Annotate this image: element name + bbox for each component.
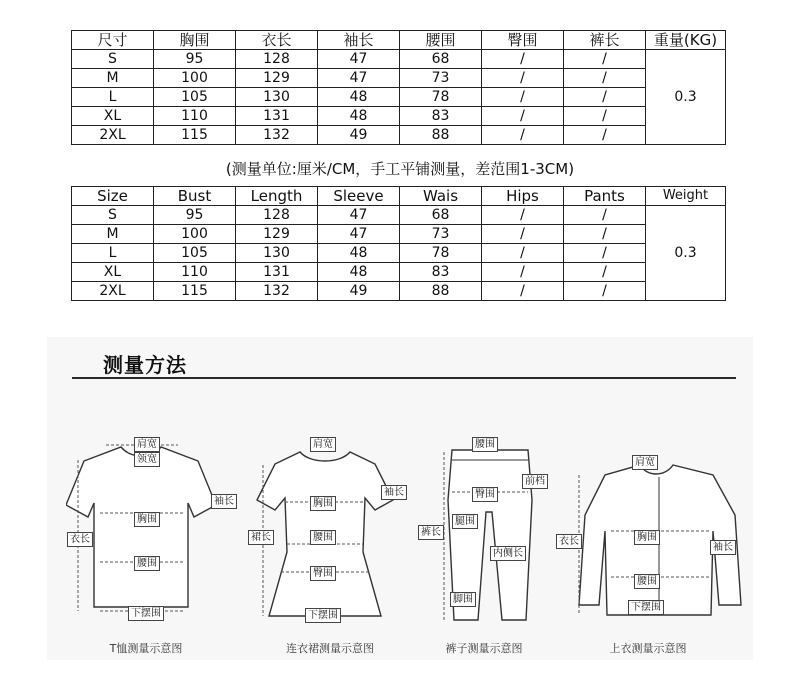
header-cell: 重量(KG)	[646, 31, 726, 50]
table-cell: 128	[236, 50, 318, 69]
table-cell: /	[564, 206, 646, 225]
table-cell: 129	[236, 69, 318, 88]
hem-label: 下摆围	[305, 608, 341, 623]
table-cell: 132	[236, 126, 318, 145]
table-cell: XL	[72, 107, 154, 126]
rise-label: 前档	[522, 474, 548, 489]
header-cell: Hips	[482, 187, 564, 206]
table-cell: 95	[154, 206, 236, 225]
table-cell: 2XL	[72, 282, 154, 301]
table-cell: 49	[318, 126, 400, 145]
table-cell: M	[72, 69, 154, 88]
shoulder-width-label: 肩宽	[632, 455, 658, 470]
inseam-label: 内侧长	[490, 546, 526, 561]
table-cell: 68	[400, 50, 482, 69]
table-cell: L	[72, 244, 154, 263]
header-cell: Length	[236, 187, 318, 206]
table-cell: /	[482, 206, 564, 225]
section-divider	[72, 377, 736, 379]
table-cell: 130	[236, 244, 318, 263]
table-cell: 131	[236, 263, 318, 282]
waist-label: 腰围	[310, 530, 336, 545]
header-cell: 袖长	[318, 31, 400, 50]
table-cell: L	[72, 88, 154, 107]
pants-length-label: 裤长	[418, 525, 444, 540]
table-cell: M	[72, 225, 154, 244]
sleeve-length-label: 袖长	[710, 540, 736, 555]
table-cell: 115	[154, 282, 236, 301]
table-cell: /	[564, 244, 646, 263]
table-cell: 78	[400, 88, 482, 107]
table-cell: 100	[154, 225, 236, 244]
header-cell: Sleeve	[318, 187, 400, 206]
table-cell: 88	[400, 282, 482, 301]
hem-label: 下摆围	[128, 606, 164, 621]
table-cell: 131	[236, 107, 318, 126]
table-cell: 47	[318, 225, 400, 244]
table-cell: 73	[400, 225, 482, 244]
table-cell: 78	[400, 244, 482, 263]
header-cell: 衣长	[236, 31, 318, 50]
table-cell: 110	[154, 263, 236, 282]
table-cell: 48	[318, 244, 400, 263]
table-cell: 88	[400, 126, 482, 145]
table-cell: /	[564, 107, 646, 126]
hip-label: 臀围	[472, 487, 498, 502]
table-cell: S	[72, 206, 154, 225]
table-cell: 115	[154, 126, 236, 145]
body-length-label: 衣长	[556, 534, 582, 549]
table-cell: 132	[236, 282, 318, 301]
dress-length-label: 裙长	[248, 530, 274, 545]
table-cell: 83	[400, 263, 482, 282]
waist-label: 腰围	[134, 556, 160, 571]
table-cell: /	[482, 282, 564, 301]
pants-outline	[430, 440, 550, 630]
table-cell: 48	[318, 263, 400, 282]
waist-label: 腰围	[634, 574, 660, 589]
table-cell: /	[564, 50, 646, 69]
shoulder-width-label: 肩宽	[310, 437, 336, 452]
table-cell: 83	[400, 107, 482, 126]
table-cell: 68	[400, 206, 482, 225]
table-header-row	[72, 31, 726, 50]
table-cell: 48	[318, 107, 400, 126]
header-cell: 尺寸	[72, 31, 154, 50]
table-cell: 73	[400, 69, 482, 88]
table-cell: /	[482, 244, 564, 263]
shoulder-width-label: 肩宽	[134, 437, 160, 452]
header-cell: 裤长	[564, 31, 646, 50]
table-cell: 47	[318, 206, 400, 225]
chest-label: 胸围	[634, 530, 660, 545]
table-cell: 105	[154, 244, 236, 263]
header-cell: 臀围	[482, 31, 564, 50]
table-cell: 2XL	[72, 126, 154, 145]
table-cell: /	[482, 69, 564, 88]
waist-label: 腰围	[472, 437, 498, 452]
chest-label: 胸围	[134, 512, 160, 527]
table-row	[72, 50, 726, 69]
sleeve-length-label: 袖长	[211, 494, 237, 509]
table-row	[72, 225, 726, 244]
header-cell: Wais	[400, 187, 482, 206]
table-cell: /	[564, 88, 646, 107]
table-cell: /	[482, 126, 564, 145]
table-cell: /	[564, 282, 646, 301]
body-length-label: 衣长	[67, 532, 93, 547]
table-cell: /	[482, 88, 564, 107]
weight-cell: 0.3	[646, 206, 726, 301]
measurement-note: (测量单位:厘米/CM，手工平铺测量，差范围1-3CM)	[225, 160, 575, 178]
table-cell: 95	[154, 50, 236, 69]
table-row	[72, 107, 726, 126]
table-row	[72, 88, 726, 107]
tshirt-caption: T恤测量示意图	[109, 642, 183, 655]
table-cell: 47	[318, 69, 400, 88]
pants-caption: 裤子测量示意图	[445, 642, 523, 655]
neck-width-label: 领宽	[134, 452, 160, 467]
table-cell: S	[72, 50, 154, 69]
table-row	[72, 126, 726, 145]
header-cell: Size	[72, 187, 154, 206]
hip-label: 臀围	[310, 566, 336, 581]
size-table-en	[71, 186, 726, 301]
table-cell: 100	[154, 69, 236, 88]
table-cell: /	[564, 126, 646, 145]
table-cell: 110	[154, 107, 236, 126]
table-cell: 105	[154, 88, 236, 107]
weight-cell: 0.3	[646, 50, 726, 145]
header-cell: Pants	[564, 187, 646, 206]
section-title: 测量方法	[103, 353, 187, 377]
thigh-label: 腿围	[452, 514, 478, 529]
sleeve-length-label: 袖长	[381, 485, 407, 500]
table-cell: 49	[318, 282, 400, 301]
header-cell: Bust	[154, 187, 236, 206]
table-cell: 47	[318, 50, 400, 69]
table-cell: 48	[318, 88, 400, 107]
table-cell: XL	[72, 263, 154, 282]
jacket-caption: 上衣测量示意图	[609, 642, 687, 655]
table-cell: /	[482, 107, 564, 126]
table-cell: /	[482, 263, 564, 282]
dress-caption: 连衣裙测量示意图	[286, 642, 374, 655]
table-cell: /	[564, 263, 646, 282]
table-row	[72, 263, 726, 282]
table-cell: 129	[236, 225, 318, 244]
table-cell: /	[482, 50, 564, 69]
table-row	[72, 244, 726, 263]
table-row	[72, 282, 726, 301]
leg-opening-label: 脚围	[450, 592, 476, 607]
table-cell: /	[482, 225, 564, 244]
table-cell: 130	[236, 88, 318, 107]
header-cell: Weight	[646, 187, 726, 206]
table-cell: 128	[236, 206, 318, 225]
table-row	[72, 69, 726, 88]
table-cell: /	[564, 225, 646, 244]
header-cell: 腰围	[400, 31, 482, 50]
table-header-row	[72, 187, 726, 206]
header-cell: 胸围	[154, 31, 236, 50]
size-table-cn	[71, 30, 726, 145]
chest-label: 胸围	[310, 496, 336, 511]
table-row	[72, 206, 726, 225]
hem-label: 下摆围	[628, 600, 664, 615]
table-cell: /	[564, 69, 646, 88]
